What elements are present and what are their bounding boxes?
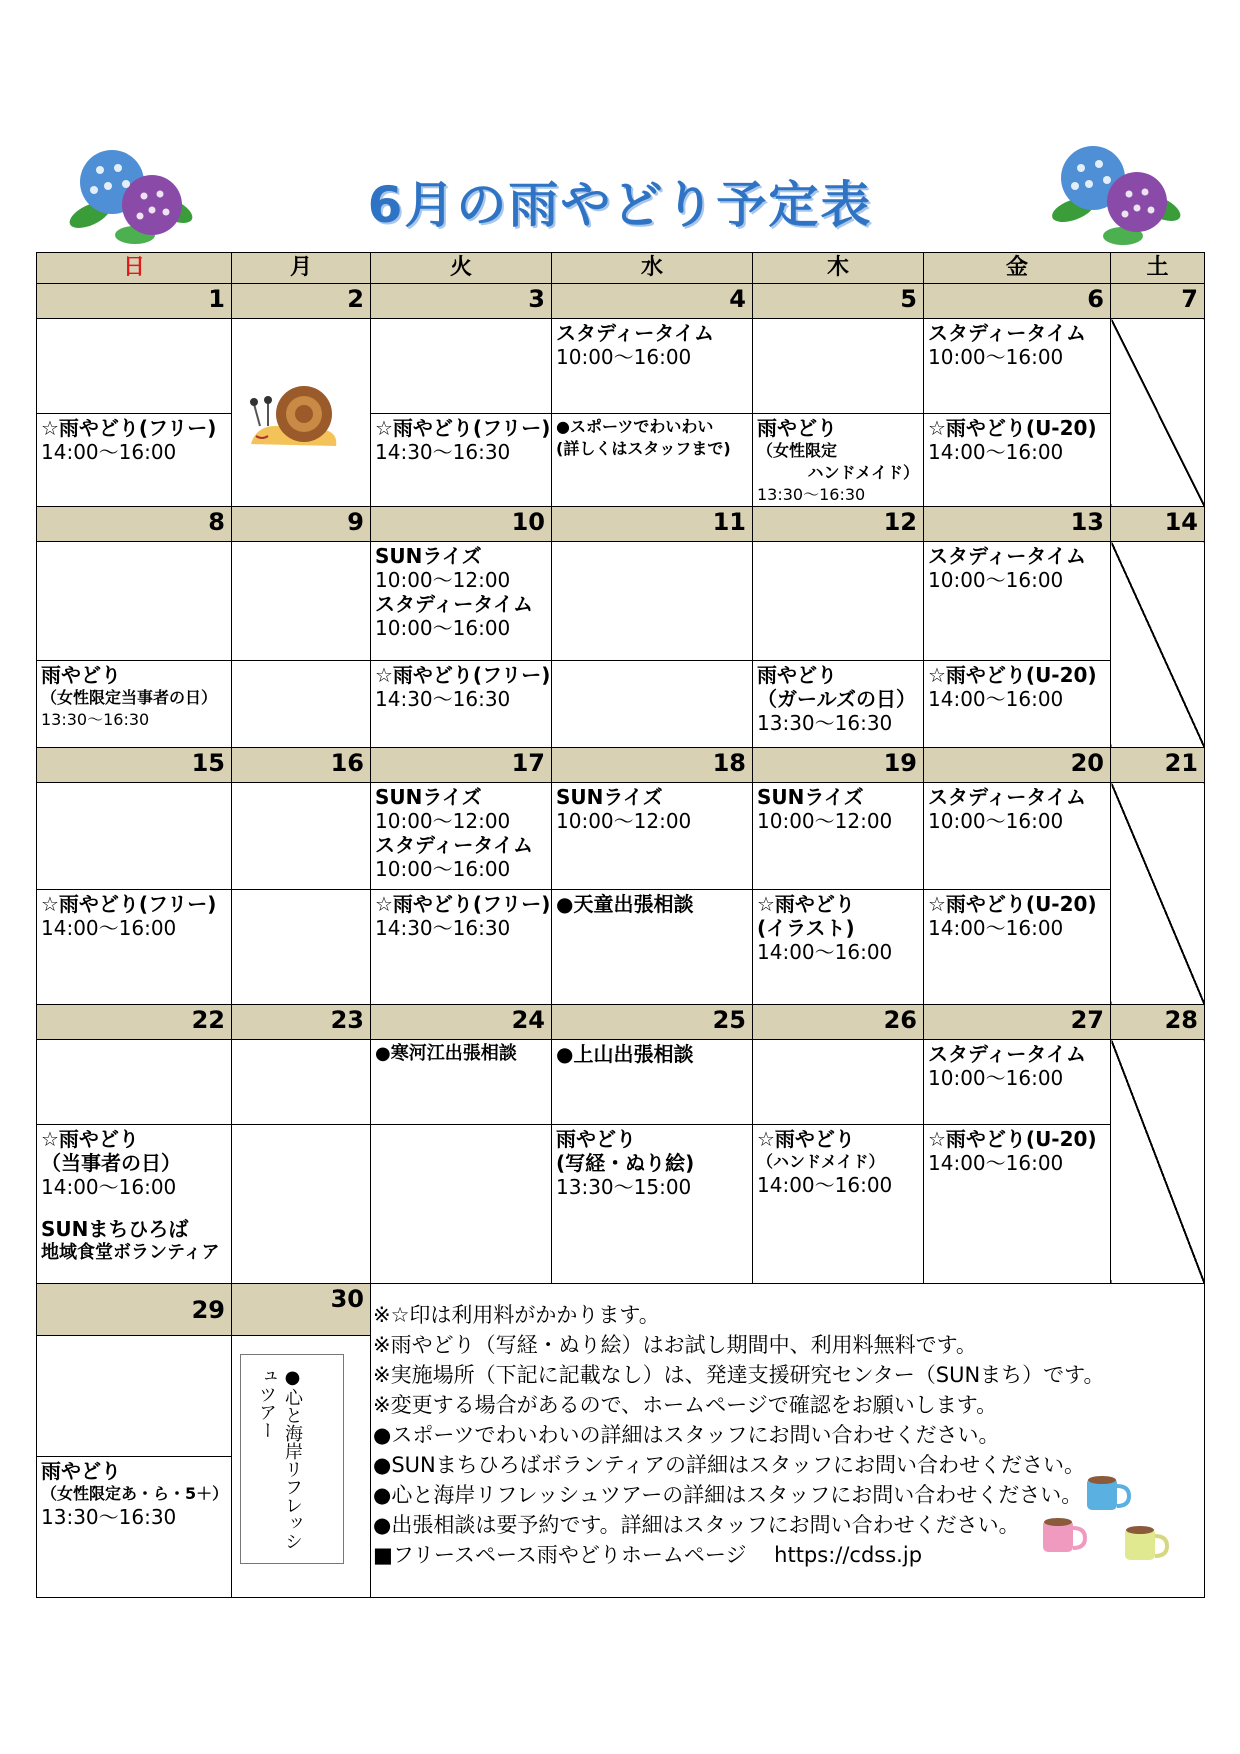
closed-day-cell bbox=[1111, 783, 1205, 1005]
date-number: 5 bbox=[753, 284, 924, 319]
event-time: 14:00～16:00 bbox=[928, 916, 1064, 940]
weekday-sat: 土 bbox=[1111, 253, 1205, 284]
event-note: （女性限定当事者の日） bbox=[41, 688, 218, 707]
date-number: 4 bbox=[552, 284, 753, 319]
event-title: ☆雨やどり(U-20) bbox=[928, 892, 1097, 916]
date-number: 20 bbox=[924, 748, 1111, 783]
date-number: 8 bbox=[37, 507, 232, 542]
week-4-events bbox=[37, 1040, 1205, 1284]
event-time: 10:00～16:00 bbox=[928, 809, 1064, 833]
event-time: 14:00～16:00 bbox=[928, 440, 1064, 464]
week-1-events bbox=[37, 319, 1205, 507]
note-line: ●出張相談は要予約です。詳細はスタッフにお問い合わせください。 bbox=[373, 1513, 1020, 1537]
note-line: ●スポーツでわいわいの詳細はスタッフにお問い合わせください。 bbox=[373, 1423, 1000, 1447]
event bbox=[753, 889, 923, 964]
day-cell bbox=[232, 1336, 371, 1598]
date-number: 9 bbox=[232, 507, 371, 542]
event bbox=[371, 1040, 551, 1124]
date-number: 14 bbox=[1111, 507, 1205, 542]
event bbox=[552, 319, 752, 413]
event bbox=[924, 660, 1110, 711]
event bbox=[924, 1124, 1110, 1175]
event bbox=[37, 660, 231, 731]
tour-event-box bbox=[240, 1354, 344, 1564]
day-cell bbox=[37, 319, 232, 507]
event bbox=[924, 783, 1110, 889]
event-title: スタディータイム bbox=[375, 592, 533, 616]
event-title: 雨やどり bbox=[41, 663, 121, 687]
day-cell bbox=[232, 1040, 371, 1284]
day-cell bbox=[552, 1040, 753, 1284]
event-time: 13:30～16:30 bbox=[757, 711, 893, 735]
event-time: 14:00～16:00 bbox=[41, 916, 177, 940]
date-number: 16 bbox=[232, 748, 371, 783]
event-time: 10:00～12:00 bbox=[375, 568, 511, 592]
day-cell bbox=[753, 542, 924, 748]
event-time: 10:00～16:00 bbox=[375, 616, 511, 640]
week-3-events bbox=[37, 783, 1205, 1005]
event-time: 10:00～16:00 bbox=[928, 1066, 1064, 1090]
event bbox=[552, 889, 752, 916]
event bbox=[552, 1124, 752, 1199]
event-time: 14:00～16:00 bbox=[41, 1175, 177, 1199]
event bbox=[552, 1040, 752, 1124]
date-number: 13 bbox=[924, 507, 1111, 542]
date-number: 19 bbox=[753, 748, 924, 783]
day-cell bbox=[552, 542, 753, 748]
event bbox=[924, 542, 1110, 660]
day-cell bbox=[552, 783, 753, 1005]
weekday-thu: 木 bbox=[753, 253, 924, 284]
event-time: 10:00～16:00 bbox=[928, 568, 1064, 592]
date-number: 29 bbox=[37, 1284, 232, 1336]
week-2-dates bbox=[37, 507, 1205, 542]
event-time: 13:30～16:30 bbox=[41, 1505, 177, 1529]
event-time: 14:00～16:00 bbox=[41, 440, 177, 464]
event bbox=[552, 783, 752, 889]
date-number: 1 bbox=[37, 284, 232, 319]
page-title: 6月の雨やどり予定表 bbox=[367, 176, 873, 234]
event-time: 13:30～16:30 bbox=[757, 485, 866, 504]
event bbox=[924, 319, 1110, 413]
event-note: （当事者の日） bbox=[41, 1151, 181, 1175]
weekday-sun: 日 bbox=[37, 253, 232, 284]
event-time: 14:30～16:30 bbox=[375, 916, 511, 940]
event-time: 13:30～16:30 bbox=[41, 710, 150, 729]
date-number: 25 bbox=[552, 1005, 753, 1040]
day-cell bbox=[753, 1040, 924, 1284]
event-title: スタディータイム bbox=[928, 544, 1086, 568]
date-number: 26 bbox=[753, 1005, 924, 1040]
note-line: ※雨やどり（写経・ぬり絵）はお試し期間中、利用料無料です。 bbox=[373, 1333, 977, 1357]
closed-day-cell bbox=[1111, 319, 1205, 507]
event-title: スタディータイム bbox=[928, 1042, 1086, 1066]
day-cell bbox=[552, 319, 753, 507]
note-line: ■フリースペース雨やどりホームページ https://cdss.jp bbox=[373, 1543, 923, 1567]
event-title: 地域食堂ボランティア bbox=[41, 1242, 220, 1263]
event bbox=[37, 1456, 231, 1529]
day-cell bbox=[37, 783, 232, 1005]
week-5-dates bbox=[37, 1284, 1205, 1336]
event-note: ハンドメイド） bbox=[807, 463, 919, 482]
day-cell bbox=[37, 542, 232, 748]
event-note: （ハンドメイド） bbox=[757, 1152, 885, 1171]
mug-icon bbox=[1035, 1470, 1175, 1580]
event-title: SUNライズ bbox=[757, 785, 864, 809]
day-cell bbox=[924, 542, 1111, 748]
event-note: (写経・ぬり絵) bbox=[556, 1151, 695, 1175]
hydrangea-icon bbox=[60, 140, 200, 250]
day-cell bbox=[371, 1040, 552, 1284]
event bbox=[371, 783, 551, 889]
week-2-events bbox=[37, 542, 1205, 748]
date-number: 28 bbox=[1111, 1005, 1205, 1040]
event-title: ☆雨やどり(フリー) bbox=[375, 892, 551, 916]
date-number: 21 bbox=[1111, 748, 1205, 783]
calendar-grid bbox=[36, 252, 1205, 1598]
event-title: ☆雨やどり(U-20) bbox=[928, 663, 1097, 687]
event-time: 14:30～16:30 bbox=[375, 687, 511, 711]
event-title: ☆雨やどり(U-20) bbox=[928, 416, 1097, 440]
day-cell bbox=[232, 542, 371, 748]
event bbox=[753, 413, 923, 506]
event-title: スタディータイム bbox=[556, 321, 714, 345]
day-cell bbox=[753, 783, 924, 1005]
day-cell bbox=[753, 319, 924, 507]
date-number: 10 bbox=[371, 507, 552, 542]
event-time: 10:00～16:00 bbox=[928, 345, 1064, 369]
date-number: 24 bbox=[371, 1005, 552, 1040]
event bbox=[924, 1040, 1110, 1124]
day-cell bbox=[924, 1040, 1111, 1284]
event-title: ●寒河江出張相談 bbox=[375, 1043, 517, 1064]
event-title: ☆雨やどり(フリー) bbox=[375, 416, 551, 440]
event bbox=[753, 660, 923, 735]
event-title: ☆雨やどり(フリー) bbox=[41, 892, 217, 916]
spacer bbox=[41, 1199, 227, 1217]
note-line: ●心と海岸リフレッシュツアーの詳細はスタッフにお問い合わせください。 bbox=[373, 1483, 1083, 1507]
event-time: 10:00～12:00 bbox=[757, 809, 893, 833]
weekday-header-row bbox=[37, 253, 1205, 284]
event bbox=[371, 542, 551, 660]
date-number: 2 bbox=[232, 284, 371, 319]
event-time: 10:00～16:00 bbox=[556, 345, 692, 369]
date-number: 27 bbox=[924, 1005, 1111, 1040]
event bbox=[552, 413, 752, 460]
event-note: (イラスト) bbox=[757, 916, 855, 940]
date-number: 3 bbox=[371, 284, 552, 319]
event-title: スタディータイム bbox=[375, 833, 533, 857]
weekday-fri: 金 bbox=[924, 253, 1111, 284]
event bbox=[37, 1124, 231, 1265]
closed-day-cell bbox=[1111, 1040, 1205, 1284]
event bbox=[753, 1124, 923, 1197]
date-number: 17 bbox=[371, 748, 552, 783]
tour-event-title: ●心と海岸リフレッシュツアー bbox=[256, 1367, 303, 1550]
note-line: ※☆印は利用料がかかります。 bbox=[373, 1303, 660, 1327]
weekday-tue: 火 bbox=[371, 253, 552, 284]
date-number: 18 bbox=[552, 748, 753, 783]
day-cell bbox=[371, 542, 552, 748]
event-time: 10:00～12:00 bbox=[556, 809, 692, 833]
hydrangea-icon bbox=[1045, 140, 1185, 250]
event bbox=[924, 413, 1110, 464]
event-time: 13:30～15:00 bbox=[556, 1175, 692, 1199]
event-time: 14:00～16:00 bbox=[928, 687, 1064, 711]
event-time: 14:30～16:30 bbox=[375, 440, 511, 464]
day-cell bbox=[924, 319, 1111, 507]
snail-icon bbox=[246, 374, 346, 454]
event-note: （女性限定 bbox=[757, 441, 838, 460]
event-title: ☆雨やどり(U-20) bbox=[928, 1127, 1097, 1151]
event-title: SUNライズ bbox=[556, 785, 663, 809]
event-title: SUNライズ bbox=[375, 785, 482, 809]
event bbox=[924, 889, 1110, 940]
date-number: 22 bbox=[37, 1005, 232, 1040]
event-title: スタディータイム bbox=[928, 321, 1086, 345]
event-title: ☆雨やどり(フリー) bbox=[375, 663, 551, 687]
event-time: 10:00～16:00 bbox=[375, 857, 511, 881]
event-time: 14:00～16:00 bbox=[757, 1173, 893, 1197]
day-cell bbox=[371, 783, 552, 1005]
event-title: 雨やどり bbox=[757, 416, 837, 440]
event-title: SUNまちひろば bbox=[41, 1217, 189, 1241]
date-number: 6 bbox=[924, 284, 1111, 319]
day-cell bbox=[232, 783, 371, 1005]
day-cell bbox=[37, 1040, 232, 1284]
event-title: ☆雨やどり(フリー) bbox=[41, 416, 217, 440]
week-1-dates bbox=[37, 284, 1205, 319]
event bbox=[37, 413, 231, 464]
date-number: 15 bbox=[37, 748, 232, 783]
event-title: SUNライズ bbox=[375, 544, 482, 568]
week-4-dates bbox=[37, 1005, 1205, 1040]
event-title: ●スポーツでわいわい bbox=[556, 417, 714, 436]
event-title: 雨やどり bbox=[41, 1459, 121, 1483]
note-line: ※実施場所（下記に記載なし）は、発達支援研究センター（SUNまち）です。 bbox=[373, 1363, 1105, 1387]
event-title: スタディータイム bbox=[928, 785, 1086, 809]
event-note: (詳しくはスタッフまで) bbox=[556, 439, 731, 458]
date-number: 12 bbox=[753, 507, 924, 542]
note-line: ※変更する場合があるので、ホームページで確認をお願いします。 bbox=[373, 1393, 998, 1417]
day-cell bbox=[37, 1336, 232, 1598]
event bbox=[753, 783, 923, 889]
event-title: ☆雨やどり bbox=[41, 1127, 139, 1151]
note-line: ●SUNまちひろばボランティアの詳細はスタッフにお問い合わせください。 bbox=[373, 1453, 1086, 1477]
event-title: 雨やどり bbox=[757, 663, 837, 687]
date-number: 11 bbox=[552, 507, 753, 542]
event-note: （女性限定あ・ら・5＋） bbox=[41, 1484, 229, 1503]
event-title: ☆雨やどり bbox=[757, 1127, 855, 1151]
event-note: （ガールズの日） bbox=[757, 687, 916, 711]
event-time: 10:00～12:00 bbox=[375, 809, 511, 833]
week-3-dates bbox=[37, 748, 1205, 783]
closed-day-cell bbox=[1111, 542, 1205, 748]
date-number: 30 bbox=[232, 1284, 371, 1336]
day-cell bbox=[924, 783, 1111, 1005]
event bbox=[371, 889, 551, 940]
event-title: ☆雨やどり bbox=[757, 892, 855, 916]
event bbox=[37, 889, 231, 940]
day-cell bbox=[232, 319, 371, 507]
event bbox=[371, 660, 551, 711]
date-number: 23 bbox=[232, 1005, 371, 1040]
date-number: 7 bbox=[1111, 284, 1205, 319]
event-title: 雨やどり bbox=[556, 1127, 636, 1151]
weekday-wed: 水 bbox=[552, 253, 753, 284]
event-title: ●上山出張相談 bbox=[556, 1042, 694, 1066]
weekday-mon: 月 bbox=[232, 253, 371, 284]
event bbox=[371, 413, 551, 464]
day-cell bbox=[371, 319, 552, 507]
event-title: ●天童出張相談 bbox=[556, 892, 694, 916]
event-time: 14:00～16:00 bbox=[928, 1151, 1064, 1175]
event-time: 14:00～16:00 bbox=[757, 940, 893, 964]
